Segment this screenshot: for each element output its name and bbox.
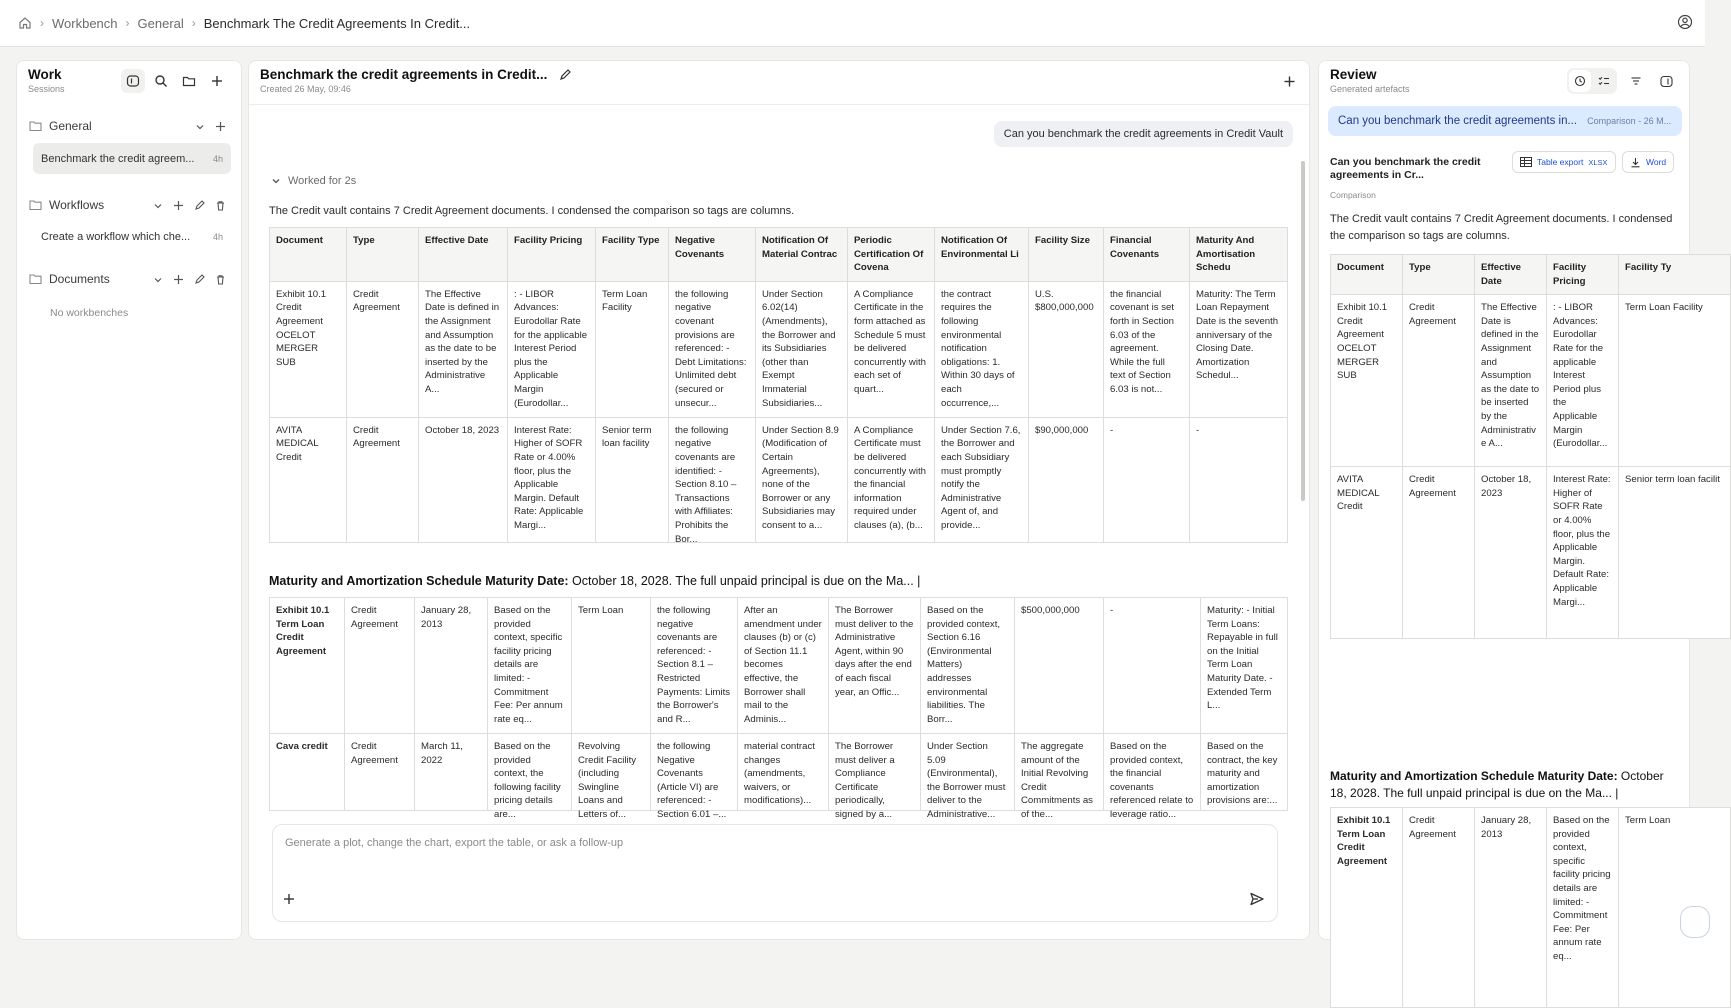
cell-text: Maturity: - Initial Term Loans: Repayable in full on the Initial Term Loan Maturity Date. - Extended Term L... <box>1207 605 1278 712</box>
cell-text: After an amendment under clauses (b) or (c) of Section 11.1 becomes effective, the Borrower shall mail to the Adminis... <box>744 605 822 725</box>
cell-text: Maturity: The Term Loan Repayment Date is the seventh anniversary of the Closing Date. Amortization Schedul... <box>1196 288 1279 382</box>
cell-text: A Compliance Certificate must be delivered concurrently with the financial information required under clauses (a), (b... <box>854 424 926 532</box>
cell-text: Based on the provided context, specific facility pricing details are limited: - Commitment Fee: Per annum rate eq... <box>1553 815 1611 963</box>
table-row[interactable] <box>1331 808 1731 1008</box>
column-header: Facility Ty <box>1619 255 1731 295</box>
session-item[interactable] <box>33 143 231 174</box>
table-cell <box>1104 734 1201 821</box>
maturity-heading-label: Maturity and Amortization Schedule Maturity Date: <box>269 574 569 588</box>
table-cell <box>651 598 738 734</box>
section-workflows-actions <box>153 200 226 211</box>
cell-text: - <box>1196 424 1200 436</box>
word-export-button[interactable] <box>1622 151 1674 173</box>
review-maturity-heading <box>1330 768 1680 803</box>
user-message: Can you benchmark the credit agreements in Credit Vault <box>994 121 1293 147</box>
table-row[interactable] <box>1331 467 1731 639</box>
cell-text: material contract changes (amendments, waivers, or modifications)... <box>744 741 815 807</box>
add-icon[interactable] <box>205 69 229 93</box>
maturity-heading-label: Maturity and Amortization Schedule Maturity Date: <box>1330 769 1618 783</box>
column-header: Facility Size <box>1029 228 1104 282</box>
table-cell <box>738 734 829 811</box>
cell-text: October 18, 2023 <box>1481 474 1532 499</box>
table-header-row <box>1331 255 1731 295</box>
column-header: Document <box>1331 255 1403 295</box>
table-header-row <box>270 228 1288 282</box>
chevron-down-icon[interactable] <box>153 275 163 285</box>
cell-text: October 18, 2023 <box>425 424 500 436</box>
comparison-table <box>269 227 1288 543</box>
table-cell <box>1104 598 1201 734</box>
maturity-table <box>269 597 1288 821</box>
cell-text: Credit Agreement <box>351 741 398 766</box>
table-cell <box>347 281 419 417</box>
folder-icon <box>29 273 42 285</box>
review-maturity-viewport[interactable] <box>1330 807 1680 999</box>
table-cell <box>270 417 347 542</box>
cell-text: The aggregate amount of the Initial Revolving Credit Commitments as of the... <box>1021 741 1093 821</box>
panel-subtitle: Generated artefacts <box>1330 84 1410 94</box>
table-cell <box>756 281 848 417</box>
table-cell <box>415 598 488 734</box>
add-icon[interactable] <box>173 200 184 211</box>
table-cell <box>1475 295 1547 467</box>
cell-text: U.S. $800,000,000 <box>1035 288 1094 314</box>
composer <box>272 824 1278 922</box>
cell-text: Credit Agreement <box>353 424 400 450</box>
cell-text: Credit Agreement <box>1409 815 1456 840</box>
cell-text: Interest Rate: Higher of SOFR Rate or 4.00% floor, plus the Applicable Margin. Default Rate: Applicable Margi... <box>514 424 584 532</box>
cell-text: Cava credit <box>276 741 328 752</box>
table-cell <box>1331 295 1403 467</box>
table-cell <box>1547 295 1619 467</box>
cell-text: Interest Rate: Higher of SOFR Rate or 4.00% floor, plus the Applicable Margin. Default Rate: Applicable Margi... <box>1553 474 1611 608</box>
table-cell <box>1475 467 1547 639</box>
home-icon[interactable] <box>18 16 32 30</box>
cell-text: Senior term loan facilit <box>1625 474 1720 486</box>
table-cell <box>508 417 596 542</box>
add-icon[interactable] <box>215 121 226 132</box>
table-cell <box>669 417 756 545</box>
cell-text: Under Section 8.9 (Modification of Certain Agreements), none of the Borrower or any Subsidiaries may consent to a... <box>762 424 839 532</box>
toggle-sidebar-icon[interactable] <box>121 69 145 93</box>
cell-text: Credit Agreement <box>353 288 400 314</box>
section-documents[interactable] <box>29 272 110 286</box>
table-cell <box>347 417 419 542</box>
cell-text: The Effective Date is defined in the Assignment and Assumption as the date to be inserted by the Administrative A... <box>425 288 500 396</box>
cell-text: Credit Agreement <box>351 605 398 630</box>
review-table <box>1330 254 1731 639</box>
table-cell <box>488 598 572 734</box>
table-cell <box>829 734 921 821</box>
section-label: General <box>49 119 92 133</box>
artifact-question: Can you benchmark the credit agreements in... <box>1338 115 1578 127</box>
section-workflows[interactable] <box>29 198 104 212</box>
cell-text: the following negative covenant provisions are referenced: - Debt Limitations: Unlimited debt (secured or unsecur... <box>675 288 747 409</box>
chevron-down-icon <box>271 176 281 186</box>
cell-text: Term Loan <box>578 605 624 616</box>
folder-icon <box>29 120 42 132</box>
cell-text: : - LIBOR Advances: Eurodollar Rate for the applicable Interest Period plus the Applicable Margin (Eurodollar... <box>1553 302 1608 450</box>
card-title: Can you benchmark the credit agreements in Cr... <box>1330 156 1481 181</box>
table-cell <box>1190 281 1288 417</box>
table-cell <box>419 281 508 417</box>
artifact-item[interactable] <box>1328 106 1682 136</box>
table-cell <box>1015 598 1104 734</box>
table-export-button[interactable] <box>1512 151 1616 173</box>
table-cell <box>1201 598 1288 734</box>
table-cell <box>848 417 935 542</box>
cell-text: the following negative covenants are referenced: - Section 8.1 – Restricted Payments: Limits the Borrower's and R... <box>657 605 731 725</box>
column-header: Type <box>347 228 419 282</box>
table-cell <box>572 598 651 734</box>
panel-subtitle: Sessions <box>28 84 65 94</box>
panel-title: Work <box>28 67 62 82</box>
table-cell <box>1619 295 1731 467</box>
send-icon[interactable] <box>1249 891 1265 907</box>
table-cell <box>921 598 1015 734</box>
intro-text: The Credit vault contains 7 Credit Agreement documents. I condensed the comparison so tags are columns. <box>269 205 795 217</box>
maturity-heading-text: October 18, 2028. The full unpaid principal is due on the Ma... | <box>568 574 921 588</box>
cell-text: the following negative covenants are identified: - Section 8.10 – Transactions with Affiliates: Prohibits the Bor... <box>675 424 737 545</box>
table-cell <box>572 734 651 821</box>
table-cell <box>1403 295 1475 467</box>
cell-text: Term Loan Facility <box>1625 302 1703 314</box>
column-header: Negative Covenants <box>669 228 756 282</box>
table-cell <box>1331 467 1403 639</box>
section-label: Documents <box>49 272 110 286</box>
cell-text: Senior term loan facility <box>602 424 652 450</box>
table-cell <box>1403 467 1475 639</box>
table-row[interactable] <box>1331 295 1731 467</box>
table-cell <box>1619 808 1731 1008</box>
column-header: Effective Date <box>419 228 508 282</box>
cell-text: Under Section 6.02(14) (Amendments), the Borrower and its Subsidiaries (other than Exempt Immaterial Subsidiaries... <box>762 288 836 409</box>
column-header: Periodic Certification Of Covena <box>848 228 935 282</box>
cell-text: $90,000,000 <box>1035 424 1089 436</box>
session-item[interactable] <box>33 221 231 252</box>
table-cell <box>1331 808 1403 1008</box>
review-panel <box>1318 60 1720 963</box>
cell-text: Under Section 5.09 (Environmental), the Borrower must deliver to the Administrative... <box>927 741 1006 821</box>
edit-icon[interactable] <box>194 274 205 285</box>
user-icon[interactable] <box>1677 14 1693 30</box>
breadcrumb-workbench[interactable]: Workbench <box>52 15 118 31</box>
edit-icon[interactable] <box>194 200 205 211</box>
table-cell <box>1619 467 1731 639</box>
cell-text: Exhibit 10.1 Credit Agreement OCELOT MERGER SUB <box>276 288 327 368</box>
cell-text: Credit Agreement <box>1409 302 1456 327</box>
table-cell <box>345 598 415 734</box>
table-cell <box>345 734 415 811</box>
session-time: 4h <box>212 153 223 164</box>
table-cell <box>738 598 829 734</box>
cell-text: the financial covenant is set forth in Section 6.03 of the agreement. While the full text of Section 6.03 is not... <box>1110 288 1174 396</box>
trash-icon[interactable] <box>215 274 226 285</box>
column-header: Financial Covenants <box>1104 228 1190 282</box>
table-cell <box>596 417 669 542</box>
filter-icon[interactable] <box>1625 70 1647 92</box>
cell-text: - <box>1110 424 1114 436</box>
column-header: Notification Of Material Contrac <box>756 228 848 282</box>
worked-label: Worked for 2s <box>288 175 357 187</box>
collapse-panel-icon[interactable] <box>1655 70 1677 92</box>
section-documents-actions <box>153 274 226 285</box>
cell-text: Exhibit 10.1 Term Loan Credit Agreement <box>276 605 330 657</box>
composer-input[interactable]: Generate a plot, change the chart, export the table, or ask a follow-up <box>285 837 624 849</box>
cell-text: January 28, 2013 <box>1481 815 1532 840</box>
review-intro: The Credit vault contains 7 Credit Agreement documents. I condensed the comparison so tags are columns. <box>1330 213 1673 242</box>
table-cell <box>1201 734 1288 811</box>
worked-toggle[interactable] <box>271 175 356 187</box>
cell-text: Revolving Credit Facility (including Swingline Loans and Letters of... <box>578 741 637 821</box>
folder-icon[interactable] <box>177 69 201 93</box>
table-cell <box>488 734 572 821</box>
review-table-viewport[interactable] <box>1330 254 1720 759</box>
section-general[interactable] <box>29 119 92 133</box>
history-icon[interactable] <box>1569 70 1591 92</box>
table-row[interactable] <box>270 598 1288 734</box>
cell-text: Based on the contract, the key maturity and amortization provisions are:... <box>1207 741 1278 807</box>
cell-text: Credit Agreement <box>1409 474 1456 499</box>
chevron-down-icon[interactable] <box>195 122 205 132</box>
table-cell <box>270 734 345 811</box>
column-header: Facility Type <box>596 228 669 282</box>
session-time: 4h <box>212 231 223 242</box>
table-cell <box>270 281 347 417</box>
table-cell <box>651 734 738 821</box>
table-cell <box>1029 281 1104 417</box>
chat-created: Created 26 May, 09:46 <box>260 84 351 94</box>
top-bar <box>0 0 1705 47</box>
cell-text: Exhibit 10.1 Term Loan Credit Agreement <box>1337 815 1391 867</box>
session-label: Benchmark the credit agreem... <box>41 152 195 165</box>
cell-text: Based on the provided context, the financial covenants referenced relate to leverage ratio... <box>1110 741 1194 821</box>
table-cell <box>419 417 508 542</box>
table-cell <box>935 417 1029 542</box>
section-label: Workflows <box>49 198 105 212</box>
breadcrumb-current: Benchmark The Credit Agreements In Credit... <box>203 15 471 31</box>
table-cell <box>756 417 848 542</box>
cell-text: Term Loan <box>1625 815 1671 826</box>
search-icon[interactable] <box>149 69 173 93</box>
table-cell <box>1015 734 1104 821</box>
empty-workbenches: No workbenches <box>50 307 129 319</box>
breadcrumb <box>18 16 470 31</box>
table-cell <box>669 281 756 417</box>
cell-text: : - LIBOR Advances: Eurodollar Rate for the applicable Interest Period plus the Applicable Margin (Eurodollar... <box>514 288 588 409</box>
column-header: Maturity And Amortisation Schedu <box>1190 228 1288 282</box>
new-chat-icon[interactable] <box>1277 69 1301 93</box>
breadcrumb-general[interactable]: General <box>137 15 184 31</box>
folder-icon <box>29 199 42 211</box>
table-cell <box>1547 808 1619 1008</box>
trash-icon[interactable] <box>215 200 226 211</box>
cell-text: Based on the provided context, specific facility pricing details are limited: - Commitment Fee: Per annum rate eq... <box>494 605 563 725</box>
download-icon <box>1630 157 1641 168</box>
work-panel <box>16 60 242 940</box>
cell-text: AVITA MEDICAL Credit <box>1337 474 1380 513</box>
add-icon[interactable] <box>173 274 184 285</box>
table-cell <box>921 734 1015 821</box>
column-header: Document <box>270 228 347 282</box>
section-general-actions <box>195 121 226 132</box>
table-row[interactable] <box>270 734 1288 811</box>
column-header: Facility Pricing <box>1547 255 1619 295</box>
maturity-heading-text: October 18, 2028. The full unpaid principal is due on the Ma... | <box>1330 769 1664 801</box>
word-label: Word <box>1646 157 1667 167</box>
table-cell <box>935 281 1029 417</box>
chevron-down-icon[interactable] <box>153 201 163 211</box>
cell-text: The Borrower must deliver to the Administrative Agent, within 90 days after the end of each fiscal year, an Offic... <box>835 605 914 698</box>
export-format: XLSX <box>1588 157 1608 167</box>
column-header: Type <box>1403 255 1475 295</box>
cell-text: January 28, 2013 <box>421 605 472 630</box>
scrollbar[interactable] <box>1301 161 1305 501</box>
session-label: Create a workflow which che... <box>41 230 191 243</box>
divider <box>249 104 1311 105</box>
edit-title-icon[interactable] <box>559 69 571 81</box>
table-cell <box>1104 281 1190 417</box>
table-cell <box>1547 467 1619 639</box>
table-cell <box>1403 808 1475 1008</box>
table-row[interactable] <box>270 417 1288 542</box>
chevron-right-icon: › <box>191 16 196 30</box>
cell-text: Based on the provided context, Section 6.16 (Environmental Matters) addresses environmental liabilities. The Borr... <box>927 605 1001 725</box>
cell-text: Exhibit 10.1 Credit Agreement OCELOT MERGER SUB <box>1337 302 1388 382</box>
export-label: Table export <box>1537 157 1584 167</box>
cell-text: The Borrower must deliver a Compliance Certificate periodically, signed by a... <box>835 741 895 821</box>
table-cell <box>1475 808 1547 1008</box>
table-cell <box>596 281 669 417</box>
cell-text: - <box>1110 605 1114 616</box>
table-row[interactable] <box>270 281 1288 417</box>
table-cell <box>1029 417 1104 542</box>
cell-text: March 11, 2022 <box>421 741 463 766</box>
cell-text: AVITA MEDICAL Credit <box>276 424 319 464</box>
cell-text: the following Negative Covenants (Article VI) are referenced: - Section 6.01 –... <box>657 741 727 821</box>
table-icon <box>1520 157 1532 167</box>
chat-title: Benchmark the credit agreements in Credit... <box>260 67 548 82</box>
chevron-right-icon: › <box>125 16 130 30</box>
cell-text: Under Section 7.6, the Borrower and each Subsidiary must promptly notify the Administrative Agent of, and provide... <box>941 424 1021 532</box>
chat-panel <box>248 60 1310 940</box>
chevron-right-icon: › <box>40 16 44 30</box>
card-kind: Comparison <box>1330 190 1376 200</box>
table-cell <box>508 281 596 417</box>
table-cell <box>1190 417 1288 542</box>
panel-title: Review <box>1330 67 1377 82</box>
checklist-icon[interactable] <box>1593 70 1615 92</box>
column-header: Effective Date <box>1475 255 1547 295</box>
cell-text: Based on the provided context, the following facility pricing details are... <box>494 741 561 821</box>
table-cell <box>415 734 488 811</box>
cell-text: the contract requires the following environmental notification obligations: 1. Within 30 days of each occurrence,... <box>941 288 1015 409</box>
review-maturity-table <box>1330 807 1731 1008</box>
chat-widget-button[interactable] <box>1680 906 1710 938</box>
cell-text: $500,000,000 <box>1021 605 1080 616</box>
maturity-heading <box>269 574 1287 588</box>
table-cell <box>829 598 921 734</box>
attach-icon[interactable] <box>283 893 295 905</box>
cell-text: Term Loan Facility <box>602 288 648 314</box>
cell-text: A Compliance Certificate in the form attached as Schedule 5 must be delivered concurrently with each set of quart... <box>854 288 926 396</box>
review-toolbar <box>1567 68 1677 94</box>
table-cell <box>848 281 935 417</box>
artifact-meta: Comparison - 26 M... <box>1587 116 1672 126</box>
column-header: Facility Pricing <box>508 228 596 282</box>
table-cell <box>1104 417 1190 542</box>
table-cell <box>270 598 345 734</box>
cell-text: The Effective Date is defined in the Assignment and Assumption as the date to be inserted by the Administrative A... <box>1481 302 1540 450</box>
column-header: Notification Of Environmental Li <box>935 228 1029 282</box>
